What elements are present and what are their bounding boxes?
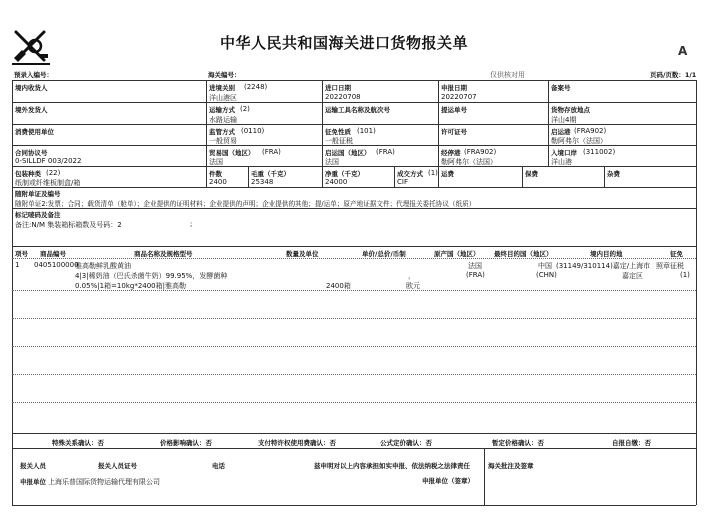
customs-note-label: 海关批注及签章 (488, 462, 534, 470)
origin-country-code: (FRA) (376, 148, 395, 156)
freight-label: 运费 (441, 170, 454, 178)
goods-item-qty: 2400箱 (326, 282, 351, 290)
goods-item-domestic-line2: 嘉定区 (622, 272, 643, 280)
goods-header-domestic: 境内目的地 (590, 250, 623, 258)
documents-value: 随附单证2:发票；合同；载货清单（舱单）；企业提供的证明材料；企业提供的声明；企业提供的其他；提/运单；原产地证据文件；代理报关委托协议（纸质） (15, 200, 476, 208)
goods-header-exempt: 征免 (670, 250, 683, 258)
transit-port-value: 勒阿弗尔（法国） (441, 158, 497, 166)
marks-semicolon: ; (190, 220, 193, 228)
declaring-unit-value: 上海乐普国际货物运输代理有限公司 (48, 478, 160, 486)
transport-label: 运输方式 (209, 106, 235, 114)
gross-weight-label: 毛重（千克） (251, 170, 290, 178)
departure-port-label: 启运港 (551, 128, 571, 136)
contract-label: 合同协议号 (15, 149, 48, 157)
marks-value: 备注:N/M 集装箱标箱数及号码：2 (15, 221, 122, 229)
goods-header-code: 商品编号 (40, 250, 66, 258)
shipper-label: 境外发货人 (15, 106, 48, 114)
origin-country-value: 法国 (325, 158, 339, 166)
declarant-label: 报关人员 (20, 462, 46, 470)
customs-no-label: 海关编号： (208, 71, 241, 79)
goods-item-dest-code: (CHN) (536, 271, 557, 279)
consumer-label: 消费使用单位 (15, 128, 54, 136)
goods-item-currency: 欧元 (406, 282, 420, 290)
goods-header-name: 商品名称及规格型号 (134, 250, 193, 258)
port-code: (2248) (244, 83, 268, 91)
origin-country-label: 启运国（地区） (325, 149, 371, 157)
bl-label: 提运单号 (441, 106, 467, 114)
misc-fee-label: 杂费 (607, 170, 620, 178)
pieces-label: 件数 (209, 170, 222, 178)
reference-note: 仅供核对用 (490, 71, 525, 79)
gross-weight-value: 25348 (251, 178, 274, 186)
goods-item-origin-name: 法国 (468, 262, 482, 270)
royalty-confirm: 支付特许权使用费确认：否 (258, 439, 336, 447)
license-label: 许可证号 (441, 128, 467, 136)
declaring-unit-label: 申报单位 (20, 478, 46, 486)
port-label: 进境关别 (209, 84, 235, 92)
goods-item-origin-code: (FRA) (466, 271, 485, 279)
customs-emblem-logo (8, 28, 54, 66)
goods-item-name-line1: 雅高勒鲜乳酸黄油 (75, 262, 131, 270)
entry-port-value: 洋山港 (551, 158, 572, 166)
deal-mode-code: (1) (428, 169, 438, 177)
package-label: 包装种类 (15, 170, 41, 178)
package-value: 纸制或纤维板制盒/箱 (15, 179, 81, 187)
goods-item-code: 0405100000 (34, 261, 79, 269)
entry-port-code: (311002) (583, 148, 616, 156)
goods-item-domestic-line1: (31149/310114)嘉定/上海市 (556, 262, 651, 270)
insurance-label: 保费 (525, 170, 538, 178)
package-code: (22) (46, 169, 61, 177)
page-indicator: 页码/页数：1/1 (650, 71, 697, 79)
vessel-label: 运输工具名称及航次号 (325, 106, 390, 114)
documents-label: 随附单证及编号 (15, 190, 61, 198)
contract-value: 0-SILLDF 003/2022 (15, 157, 82, 165)
tax-nature-value: 一般征税 (325, 137, 353, 145)
document-title: 中华人民共和国海关进口货物报关单 (220, 34, 469, 52)
declare-date-value: 20220707 (441, 93, 477, 101)
net-weight-value: 24000 (325, 178, 348, 186)
declarant-cert-label: 报关人员证号 (98, 462, 137, 470)
trade-country-code: (FRA) (262, 148, 281, 156)
goods-item-name-line3: 0.05%|1箱=10kg*2400箱|雅高勒 (75, 282, 186, 290)
port-value: 洋山港区 (209, 94, 237, 102)
storage-value: 洋山4期 (551, 116, 577, 124)
goods-item-dest-name: 中国 (538, 262, 552, 270)
goods-item-price-sep: ， (408, 272, 415, 280)
supervision-value: 一般贸易 (209, 137, 237, 145)
formula-price-confirm: 公式定价确认：否 (380, 439, 432, 447)
goods-item-exempt-line2: (1) (680, 271, 690, 279)
trade-country-value: 法国 (209, 158, 223, 166)
tax-nature-code: (101) (357, 127, 376, 135)
goods-header-no: 项号 (15, 250, 28, 258)
supervision-label: 监管方式 (209, 128, 235, 136)
goods-header-price: 单价/总价/币制 (362, 250, 406, 258)
statement-text: 兹申明对以上内容承担如实申报、依法纳税之法律责任 (314, 462, 470, 470)
marks-label: 标记唛码及备注 (15, 211, 61, 219)
tax-nature-label: 征免性质 (325, 128, 351, 136)
provisional-price-confirm: 暂定价格确认：否 (492, 439, 544, 447)
goods-item-exempt-line1: 照章征税 (656, 262, 684, 270)
goods-header-origin: 原产国（地区） (434, 250, 480, 258)
entry-port-label: 入境口岸 (551, 149, 577, 157)
self-pay-confirm: 自报自缴：否 (612, 439, 651, 447)
transit-port-code: (FRA902) (464, 148, 497, 156)
goods-header-qty: 数量及单位 (286, 250, 319, 258)
goods-item-no: 1 (15, 261, 20, 269)
goods-item-name-line2: 4|3|稀奶油（巴氏杀菌牛奶）99.95%，发酵菌种 (75, 272, 228, 280)
departure-port-value: 勒阿弗尔（法国） (551, 137, 607, 145)
phone-label: 电话 (212, 462, 225, 470)
deal-mode-label: 成交方式 (397, 170, 423, 178)
record-no-label: 备案号 (551, 84, 571, 92)
pre-entry-label: 预录入编号： (14, 71, 53, 79)
goods-header-dest: 最终目的国（地区） (494, 250, 553, 258)
declaring-unit-seal: 申报单位（签章） (422, 477, 474, 485)
import-date-value: 20220708 (325, 93, 361, 101)
departure-port-code: (FRA902) (574, 127, 607, 135)
trade-country-label: 贸易国（地区） (209, 149, 255, 157)
transport-code: (2) (240, 105, 250, 113)
storage-label: 货物存放地点 (551, 106, 590, 114)
net-weight-label: 净重（千克） (325, 170, 364, 178)
transport-value: 水路运输 (209, 116, 237, 124)
declare-date-label: 申报日期 (441, 84, 467, 92)
special-relation-confirm: 特殊关系确认：否 (52, 439, 104, 447)
price-impact-confirm: 价格影响确认：否 (160, 439, 212, 447)
transit-port-label: 经停港 (441, 149, 461, 157)
corner-mark: A (678, 44, 688, 58)
supervision-code: (0110) (241, 127, 265, 135)
pieces-value: 2400 (209, 178, 227, 186)
consignee-label: 境内收货人 (15, 84, 48, 92)
import-date-label: 进口日期 (325, 84, 351, 92)
deal-mode-value: CIF (397, 178, 408, 186)
